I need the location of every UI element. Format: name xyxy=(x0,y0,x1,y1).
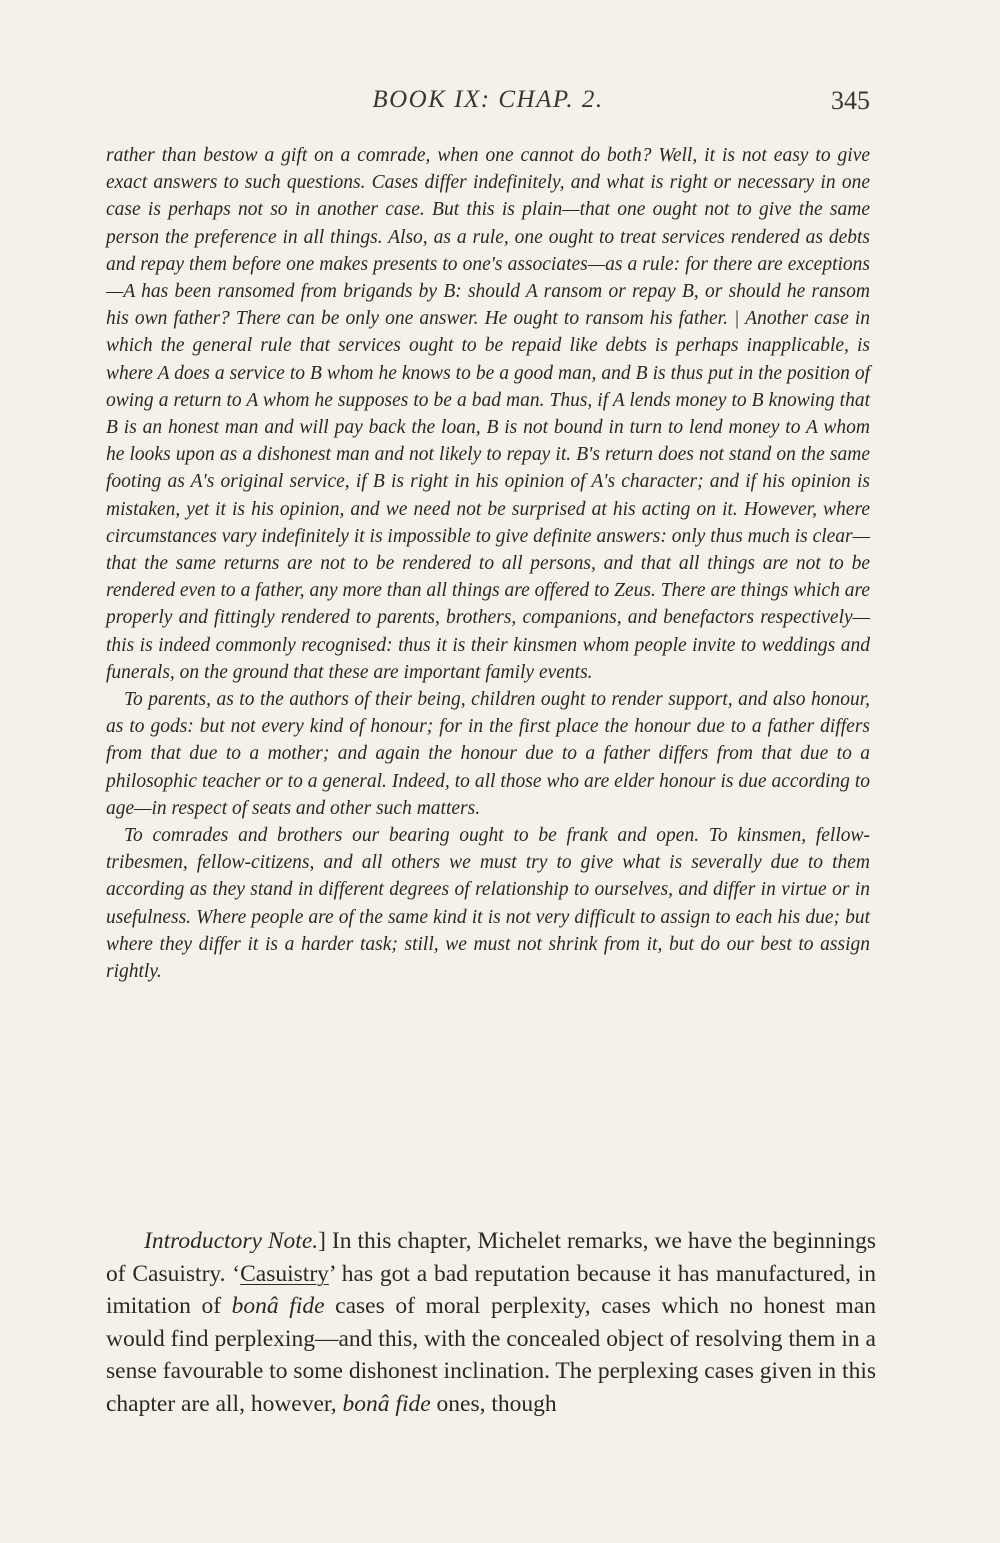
translation-paragraph-1: rather than bestow a gift on a comrade, when one cannot do both? Well, it is not easy to give exact answers to such questions. Cases differ indefinitely, and what is right or necessary in one case is perhaps not so in another case. But this is plain—that one ought not to give the same person the preference in all things. Also, as a rule, one ought to treat services rendered as debts and repay them before one makes presents to one's associates—as a rule: for there are exceptions—A has been ransomed from brigands by B: should A ransom or repay B, or should he ransom his own father? There can be only one answer. He ought to ransom his father. | Another case in which the general rule that services ought to be repaid like debts is perhaps inapplicable, is where A does a service to B whom he knows to be a good man, and B is thus put in the position of owing a return to A whom he supposes to be a bad man. Thus, if A lends money to B knowing that B is an honest man and will pay back the loan, B is not bound in turn to lend money to A whom he looks upon as a dishonest man and not likely to repay it. B's return does not stand on the same footing as A's original service, if B is right in his opinion of A's character; and if his opinion is mistaken, yet it is his opinion, and we need not be surprised at his acting on it. However, where circumstances vary indefinitely it is impossible to give definite answers: only thus much is clear—that the same returns are not to be rendered to all persons, and that all things are not to be rendered even to a father, any more than all things are offered to Zeus. There are things which are properly and fittingly rendered to parents, brothers, companions, and benefactors respectively—this is indeed commonly recognised: thus it is their kinsmen whom people invite to weddings and funerals, on the ground that these are important family events. xyxy=(106,145,870,683)
bona-fide-phrase-1: bonâ fide xyxy=(231,1293,325,1319)
note-label: Introductory Note. xyxy=(144,1228,319,1254)
translation-paragraph-3: To comrades and brothers our bearing ought to be frank and open. To kinsmen, fellow-tribesmen, fellow-citizens, and all others we must try to give what is severally due to them according as they stand in different degrees of relationship to ourselves, and differ in virtue or in usefulness. Where people are of the same kind it is not very difficult to assign to each his due; but where they differ it is a harder task; still, we must not shrink from it, but do our best to assign rightly. xyxy=(106,825,870,983)
commentary-segment-2: ’ has got a bad reputation because it has manufactured, in imitation of xyxy=(106,1260,876,1319)
running-head xyxy=(106,86,870,126)
page-number: 345 xyxy=(831,86,870,115)
translation-paragraph-2: To parents, as to the authors of their being, children ought to render support, and also honour, as to gods: but not every kind of honour; for in the first place the honour due to a father differs from that due to a mother; and again the honour due to a father differs from that due to a philosophic teacher or to a general. Indeed, to all those who are elder honour is due according to age—in respect of seats and other such matters. xyxy=(106,689,870,819)
commentary-segment-4: ones, though xyxy=(430,1390,557,1417)
translation-text xyxy=(106,142,870,985)
running-title: BOOK IX: CHAP. 2. xyxy=(372,86,604,113)
bona-fide-phrase-2: bonâ fide xyxy=(342,1390,431,1417)
introductory-note xyxy=(106,1225,876,1420)
commentary-segment-1: ] In this chapter, Michelet remarks, we have the beginnings of Casuistry. ‘ xyxy=(106,1228,876,1287)
commentary-segment-3: cases of moral perplexity, cases which no honest man would find perplexing—and this, with the concealed object of resolving them in a sense favourable to some dishonest inclination. The perplexing cases given in this chapter are all, however, xyxy=(106,1293,876,1417)
commentary-paragraph xyxy=(106,1225,876,1420)
casuistry-term: Casuistry xyxy=(240,1260,329,1287)
